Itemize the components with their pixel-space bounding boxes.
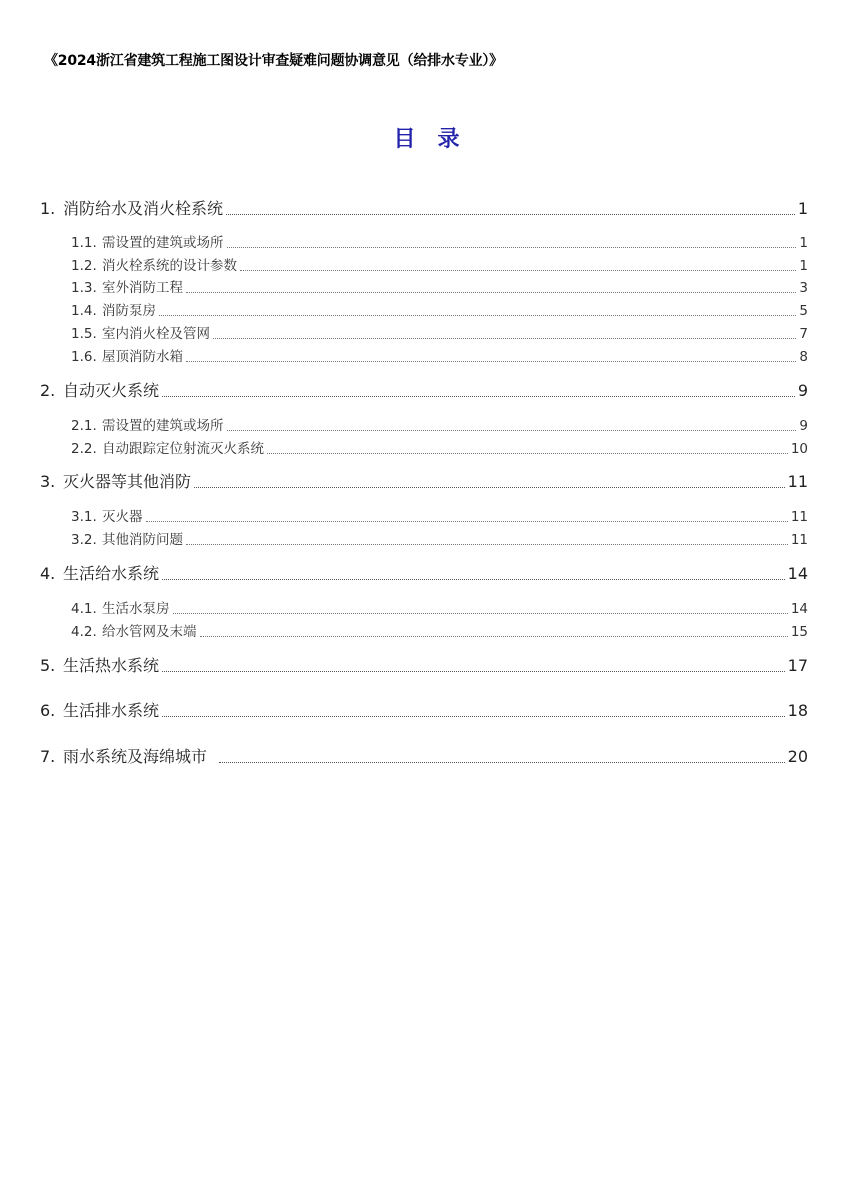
toc-entry[interactable]: [40, 561, 808, 584]
toc-entry-page: 1: [799, 258, 808, 274]
toc-entry-page: 17: [787, 656, 808, 675]
toc-entry-number: 1.: [40, 199, 56, 218]
toc-entry[interactable]: [40, 744, 808, 767]
toc-dot-leader: [213, 337, 796, 339]
toc-dot-leader: [162, 578, 785, 580]
toc-entry-number: 4.1.: [71, 601, 97, 617]
toc-entry-page: 7: [799, 326, 808, 342]
toc-entry-number: 2.1.: [71, 418, 97, 434]
toc-entry-label: 自动灭火系统: [63, 381, 160, 400]
toc-entry[interactable]: [40, 469, 808, 492]
toc-entry-page: 11: [790, 509, 808, 525]
toc-entry-label: 灭火器: [102, 509, 143, 525]
toc-entry-label: 给水管网及末端: [102, 624, 197, 640]
toc-entry-page: 11: [790, 532, 808, 548]
toc-dot-leader: [186, 360, 796, 362]
toc-entry-label: 生活排水系统: [63, 701, 160, 720]
toc-entry-number: 3.1.: [71, 509, 97, 525]
toc-entry-number: 1.2.: [71, 258, 97, 274]
toc-entry[interactable]: [71, 231, 808, 251]
toc-title: 目录: [393, 127, 482, 152]
toc-entry-number: 7.: [40, 747, 56, 766]
toc-entry-page: 14: [790, 601, 808, 617]
toc-entry-label: 生活热水系统: [63, 656, 160, 675]
toc-entry-label: 生活水泵房: [102, 601, 170, 617]
toc-entry-page: 9: [799, 418, 808, 434]
toc-entry-label: 需设置的建筑或场所: [102, 418, 224, 434]
toc-dot-leader: [227, 246, 797, 248]
toc-entry[interactable]: [71, 597, 808, 617]
toc-entry-number: 1.1.: [71, 235, 97, 251]
toc-entry-number: 5.: [40, 656, 56, 675]
toc-entry[interactable]: [71, 620, 808, 640]
toc-dot-leader: [227, 429, 797, 431]
toc-entry[interactable]: [71, 345, 808, 365]
toc-entry-label: 消火栓系统的设计参数: [102, 258, 237, 274]
toc-entry-page: 11: [787, 472, 808, 491]
toc-entry[interactable]: [71, 437, 808, 457]
toc-entry-page: 3: [799, 280, 808, 296]
toc-entry-number: 3.2.: [71, 532, 97, 548]
toc-entry-number: 3.: [40, 472, 56, 491]
toc-dot-leader: [240, 269, 796, 271]
document-header: 《2024浙江省建筑工程施工图设计审查疑难问题协调意见（给排水专业）》: [44, 53, 503, 69]
toc-entry-label: 室内消火栓及管网: [102, 326, 210, 342]
toc-entry-page: 14: [787, 564, 808, 583]
toc-dot-leader: [186, 291, 796, 293]
toc-entry-page: 8: [799, 349, 808, 365]
toc-entry[interactable]: [71, 528, 808, 548]
toc-dot-leader: [219, 761, 785, 763]
toc-entry[interactable]: [71, 505, 808, 525]
toc-entry-number: 2.: [40, 381, 56, 400]
toc-entry-label: 灭火器等其他消防: [63, 472, 192, 491]
toc-entry-label: 室外消防工程: [102, 280, 183, 296]
toc-entry-number: 1.4.: [71, 303, 97, 319]
toc-entry[interactable]: [71, 322, 808, 342]
toc-entry-number: 1.5.: [71, 326, 97, 342]
toc-entry[interactable]: [71, 254, 808, 274]
toc-dot-leader: [194, 486, 785, 488]
toc-entry-label: 生活给水系统: [63, 564, 160, 583]
toc-dot-leader: [173, 612, 788, 614]
toc-entry-page: 15: [790, 624, 808, 640]
toc-entry-page: 20: [787, 747, 808, 766]
toc-entry[interactable]: [40, 653, 808, 676]
toc-dot-leader: [162, 670, 785, 672]
toc-dot-leader: [146, 520, 788, 522]
toc-dot-leader: [186, 543, 788, 545]
toc-dot-leader: [159, 314, 796, 316]
toc-entry-page: 9: [797, 381, 808, 400]
toc-entry-number: 4.2.: [71, 624, 97, 640]
toc-entry[interactable]: [40, 698, 808, 721]
toc-entry-label: 雨水系统及海绵城市: [63, 747, 208, 766]
toc-dot-leader: [162, 715, 785, 717]
toc-entry[interactable]: [71, 414, 808, 434]
toc-entry-number: 2.2.: [71, 441, 97, 457]
toc-entry-number: 6.: [40, 701, 56, 720]
toc-entry-page: 5: [799, 303, 808, 319]
toc-dot-leader: [226, 213, 795, 215]
toc-entry-page: 10: [790, 441, 808, 457]
toc-entry-label: 消防给水及消火栓系统: [63, 199, 224, 218]
toc-entry[interactable]: [71, 276, 808, 296]
toc-entry-number: 4.: [40, 564, 56, 583]
toc-dot-leader: [200, 635, 788, 637]
toc-entry[interactable]: [71, 299, 808, 319]
toc-entry[interactable]: [40, 196, 808, 219]
toc-entry[interactable]: [40, 378, 808, 401]
toc-dot-leader: [267, 452, 788, 454]
toc-entry-number: 1.3.: [71, 280, 97, 296]
toc-entry-label: 屋顶消防水箱: [102, 349, 183, 365]
toc-dot-leader: [162, 395, 795, 397]
toc-entry-page: 1: [799, 235, 808, 251]
toc-entry-number: 1.6.: [71, 349, 97, 365]
toc-entry-label: 消防泵房: [102, 303, 156, 319]
toc-entry-page: 18: [787, 701, 808, 720]
toc-entry-label: 需设置的建筑或场所: [102, 235, 224, 251]
toc-entry-page: 1: [797, 199, 808, 218]
toc-entry-label: 自动跟踪定位射流灭火系统: [102, 441, 264, 457]
toc-entry-label: 其他消防问题: [102, 532, 183, 548]
